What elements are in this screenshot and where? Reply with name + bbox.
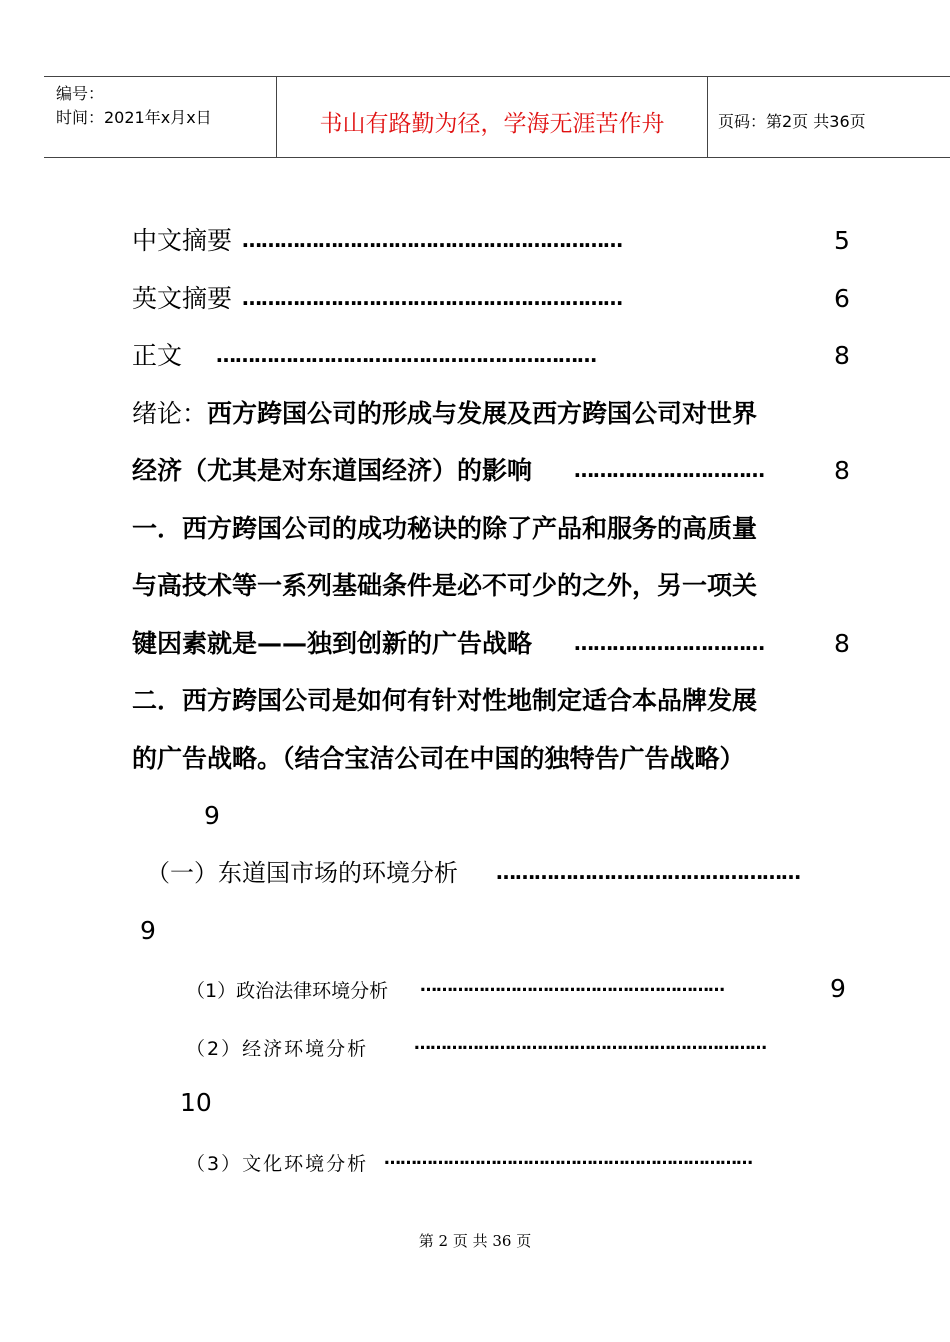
toc-item1-page: 9: [830, 974, 846, 1003]
toc-intro-prefix: 绪论：: [132, 399, 208, 428]
toc-s2-page: 9: [204, 801, 220, 830]
page-footer: 第 2 页 共 36 页: [418, 1232, 532, 1250]
toc-cn-abstract: 中文摘要: [132, 226, 233, 255]
toc-intro-page: 8: [834, 456, 850, 485]
doc-number-label: 编号：: [56, 84, 105, 103]
header-meta-cell: [44, 77, 277, 157]
toc-sub1: （一）东道国市场的环境分析: [146, 859, 458, 887]
toc-leader-dots: ……………………………………………………: [216, 343, 596, 367]
doc-time-label: 时间：2021年x月x日: [56, 108, 212, 127]
toc-s1-line1: 一．西方跨国公司的成功秘诀的除了产品和服务的高质量: [132, 514, 758, 543]
toc-leader-dots: …………………………………………: [496, 860, 800, 884]
header-motto: 书山有路勤为径，学海无涯苦作舟: [319, 111, 665, 137]
toc-s2-line2: 的广告战略。（结合宝洁公司在中国的独特告广告战略）: [132, 744, 745, 773]
header-motto-cell: [277, 77, 708, 157]
page-header: [44, 76, 950, 158]
toc-leader-dots: …………………………………………………………: [414, 1034, 766, 1054]
header-page-label: 页码：第2页 共36页: [718, 112, 866, 131]
toc-s1-line3: 键因素就是——独到创新的广告战略: [132, 629, 533, 658]
toc-leader-dots: …………………………: [574, 458, 764, 482]
toc-leader-dots: …………………………………………………: [420, 976, 724, 996]
header-page-cell: [708, 77, 950, 157]
toc-cn-abstract-page: 5: [834, 226, 850, 255]
toc-body-page: 8: [834, 341, 850, 370]
toc-leader-dots: ……………………………………………………: [242, 286, 622, 310]
toc-sub1-page: 9: [140, 916, 156, 945]
toc-item2-page: 10: [180, 1088, 212, 1117]
toc-leader-dots: …………………………: [574, 631, 764, 655]
toc-intro-line1: [132, 399, 757, 429]
toc-leader-dots: ……………………………………………………: [242, 228, 622, 252]
toc-item3: （3）文化环境分析: [186, 1153, 369, 1175]
toc-leader-dots: ……………………………………………………………: [384, 1149, 752, 1169]
toc-s1-page: 8: [834, 629, 850, 658]
toc-s2-line1: 二．西方跨国公司是如何有针对性地制定适合本品牌发展: [132, 686, 758, 715]
toc-item1: （1）政治法律环境分析: [186, 980, 389, 1002]
toc-en-abstract: 英文摘要: [132, 284, 233, 313]
toc-en-abstract-page: 6: [834, 284, 850, 313]
toc-body: 正文: [132, 341, 183, 370]
toc-intro-line2: 经济（尤其是对东道国经济）的影响: [132, 456, 533, 485]
toc-s1-line2: 与高技术等一系列基础条件是必不可少的之外，另一项关: [132, 571, 758, 600]
toc-item2: （2）经济环境分析: [186, 1038, 369, 1060]
toc-intro-title: 西方跨国公司的形成与发展及西方跨国公司对世界: [207, 399, 758, 428]
